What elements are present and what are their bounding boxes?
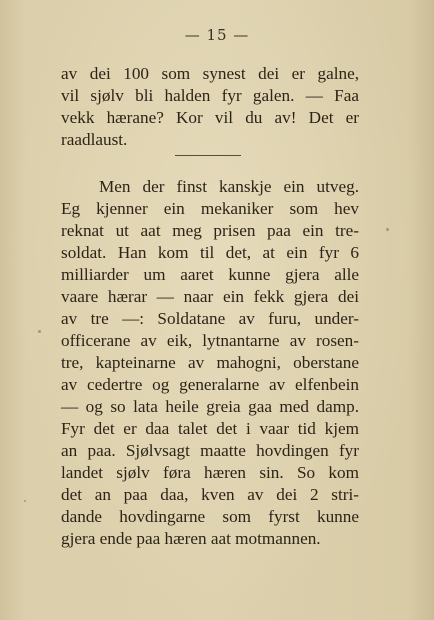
text-line: vekk hærane? Kor vil du av! Det er bbox=[61, 108, 359, 127]
text-line: — og so lata heile greia gaa med damp. bbox=[61, 397, 359, 416]
text-line: dande hovdingarne som fyrst kunne bbox=[61, 507, 359, 526]
text-line: Eg kjenner ein mekaniker som hev bbox=[61, 199, 359, 218]
text-line: an paa. Sjølvsagt maatte hovdingen fyr bbox=[61, 441, 359, 460]
text-line: det an paa daa, kven av dei 2 stri- bbox=[61, 485, 359, 504]
text-line: vaare hærar — naar ein fekk gjera dei bbox=[61, 287, 359, 306]
text-line: soldat. Han kom til det, at ein fyr 6 bbox=[61, 243, 359, 262]
section-separator bbox=[175, 155, 241, 156]
page-number: — 15 — bbox=[184, 26, 250, 44]
text-line: Men der finst kanskje ein utveg. bbox=[99, 177, 359, 196]
paragraph-2 bbox=[61, 176, 359, 550]
text-line: vil sjølv bli halden fyr galen. — Faa bbox=[61, 86, 359, 105]
paper-speck bbox=[386, 228, 389, 231]
paragraph-1 bbox=[61, 63, 359, 151]
text-line: tre, kapteinarne av mahogni, oberstane bbox=[61, 353, 359, 372]
text-line: raadlaust. bbox=[61, 130, 128, 149]
text-line: gjera ende paa hæren aat motmannen. bbox=[61, 529, 321, 548]
text-line: milliarder um aaret kunne gjera alle bbox=[61, 265, 359, 284]
paper-speck bbox=[24, 500, 26, 502]
text-line: landet sjølv føra hæren sin. So kom bbox=[61, 463, 359, 482]
text-line: reknat ut aat meg prisen paa ein tre- bbox=[61, 221, 359, 240]
text-line: officerane av eik, lytnantarne av rosen- bbox=[61, 331, 359, 350]
text-line: av dei 100 som synest dei er galne, bbox=[61, 64, 359, 83]
text-line: av cedertre og generalarne av elfenbein bbox=[61, 375, 359, 394]
text-line: Fyr det er daa talet det i vaar tid kjem bbox=[61, 419, 359, 438]
paper-speck bbox=[38, 330, 41, 333]
text-line: av tre —: Soldatane av furu, under- bbox=[61, 309, 359, 328]
